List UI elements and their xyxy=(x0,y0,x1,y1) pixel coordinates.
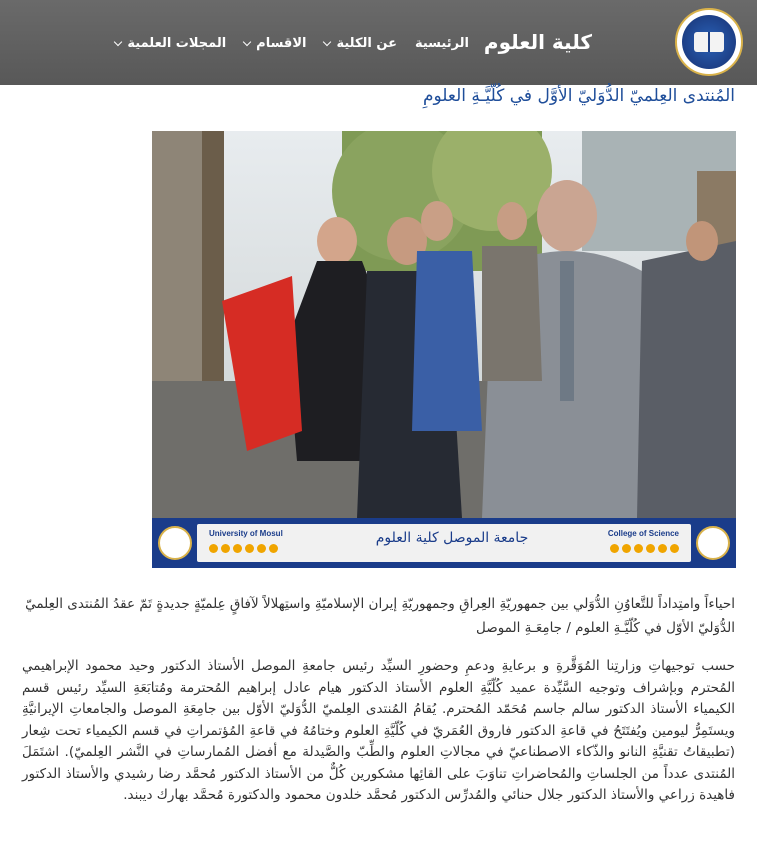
social-icon xyxy=(634,544,643,553)
main-nav xyxy=(115,36,469,51)
banner-calligraphy: جامعة الموصل كلية العلوم xyxy=(375,530,529,546)
chevron-down-icon xyxy=(243,38,251,46)
photo-banner xyxy=(152,518,736,568)
banner-social-icons xyxy=(209,544,278,553)
social-icon xyxy=(233,544,242,553)
nav-item-journals[interactable] xyxy=(115,36,226,51)
logo-emblem-icon xyxy=(682,15,736,69)
banner-strip xyxy=(197,524,691,562)
banner-social-icons xyxy=(610,544,679,553)
college-seal-icon xyxy=(696,526,730,560)
social-icon xyxy=(245,544,254,553)
nav-label: عن الكلية xyxy=(336,36,397,51)
social-icon xyxy=(610,544,619,553)
article-title: المُنتدى العِلميّ الدُّوَليّ الأوَّل في كُلّيَّـةِ العلومِ xyxy=(422,86,735,106)
college-logo[interactable] xyxy=(675,8,743,76)
social-icon xyxy=(622,544,631,553)
article-intro-paragraph: احياءاً وامتِداداً للتَّعاوُنِ الدُّوَلي بين جمهوريّةِ العِراقِ وجمهوريّةِ إيران الإسلاميّةِ واستِهلالاً لآفاقٍ عِلميّةٍ جديدةٍ تَمّ عقدُ المُنتدى العِلميّ الدُّوَليّ الأوّل في كُلّيَّـةِ العلوم / جامِعَـةِ الموصل xyxy=(25,596,735,636)
social-icon xyxy=(658,544,667,553)
nav-item-home[interactable] xyxy=(415,36,469,51)
top-navigation-bar xyxy=(0,0,757,85)
article-photo xyxy=(152,131,736,568)
social-icon xyxy=(670,544,679,553)
nav-label: المجلات العلمية xyxy=(127,36,227,51)
book-icon xyxy=(694,32,724,52)
banner-college-label: College of Science xyxy=(607,529,679,538)
social-icon xyxy=(209,544,218,553)
social-icon xyxy=(269,544,278,553)
university-seal-icon xyxy=(158,526,192,560)
social-icon xyxy=(646,544,655,553)
nav-label: الاقسام xyxy=(256,36,307,51)
nav-label: الرئيسية xyxy=(414,36,469,51)
photo-scene xyxy=(152,131,736,568)
social-icon xyxy=(221,544,230,553)
chevron-down-icon xyxy=(323,38,331,46)
nav-item-departments[interactable] xyxy=(244,36,306,51)
chevron-down-icon xyxy=(114,38,122,46)
social-icon xyxy=(257,544,266,553)
nav-item-about[interactable] xyxy=(324,36,397,51)
site-title[interactable]: كلية العلوم xyxy=(483,30,592,54)
banner-university-label: University of Mosul xyxy=(209,529,283,538)
article-body-paragraph: حسب توجيهاتِ وزارتِنا المُوَقَّرةِ و برعايةِ ودعمِ وحضورِ السيِّد رئيس جامعةِ الموصل الأستاذ الدكتور وحيد محمود الإبراهيمي المُحترم وبإشراف وتوجيه السَّيِّدة عميد كُلّيَّةِ العلوم الأستاذ الدكتور هيام عادل إبراهيم المُحترمة ومُتابَعَةِ السيِّد رئيس قسم الكيمياء الأستاذ الدكتور سالم جاسم مُحَمّد المُحترم. يُقامُ المُنتدى العِلميّ الدُّوَليّ الأوّل بين جامِعَةِ الموصل والجامعاتِ الإيرانيَّةِ ويستَمِرُّ ليومين ويُفتَتَحُ في قاعةِ الدكتور فاروق العُمَريّ في كُلّيَّةِ العلوم وختامُهُ في قاعةِ المُؤتمراتِ في قسم الكيمياء تحت شِعار (تطبيقاتُ تقنيَّةِ النانو والذّكاء الاصطناعيّ في مجالاتِ العلوم والطِّبّ والصَّيدلة مع أفضل المُمارساتِ في النَّشر العِلميّ). اشتَمَلَ المُنتدى عدداً من الجلساتِ والمُحاضراتِ تناوَبَ على القائِها مشكورين كُلٌّ من الأستاذ الدكتور مُحمَّد رضا رشيدي والأستاذ الدكتور فاهيدة زراعي والأستاذ الدكتور جلال حنائي والمُدرِّس الدكتور مُحمَّد خلدون محمود والدكتورة مُحمَّد بهارك ديبند. xyxy=(22,658,735,803)
